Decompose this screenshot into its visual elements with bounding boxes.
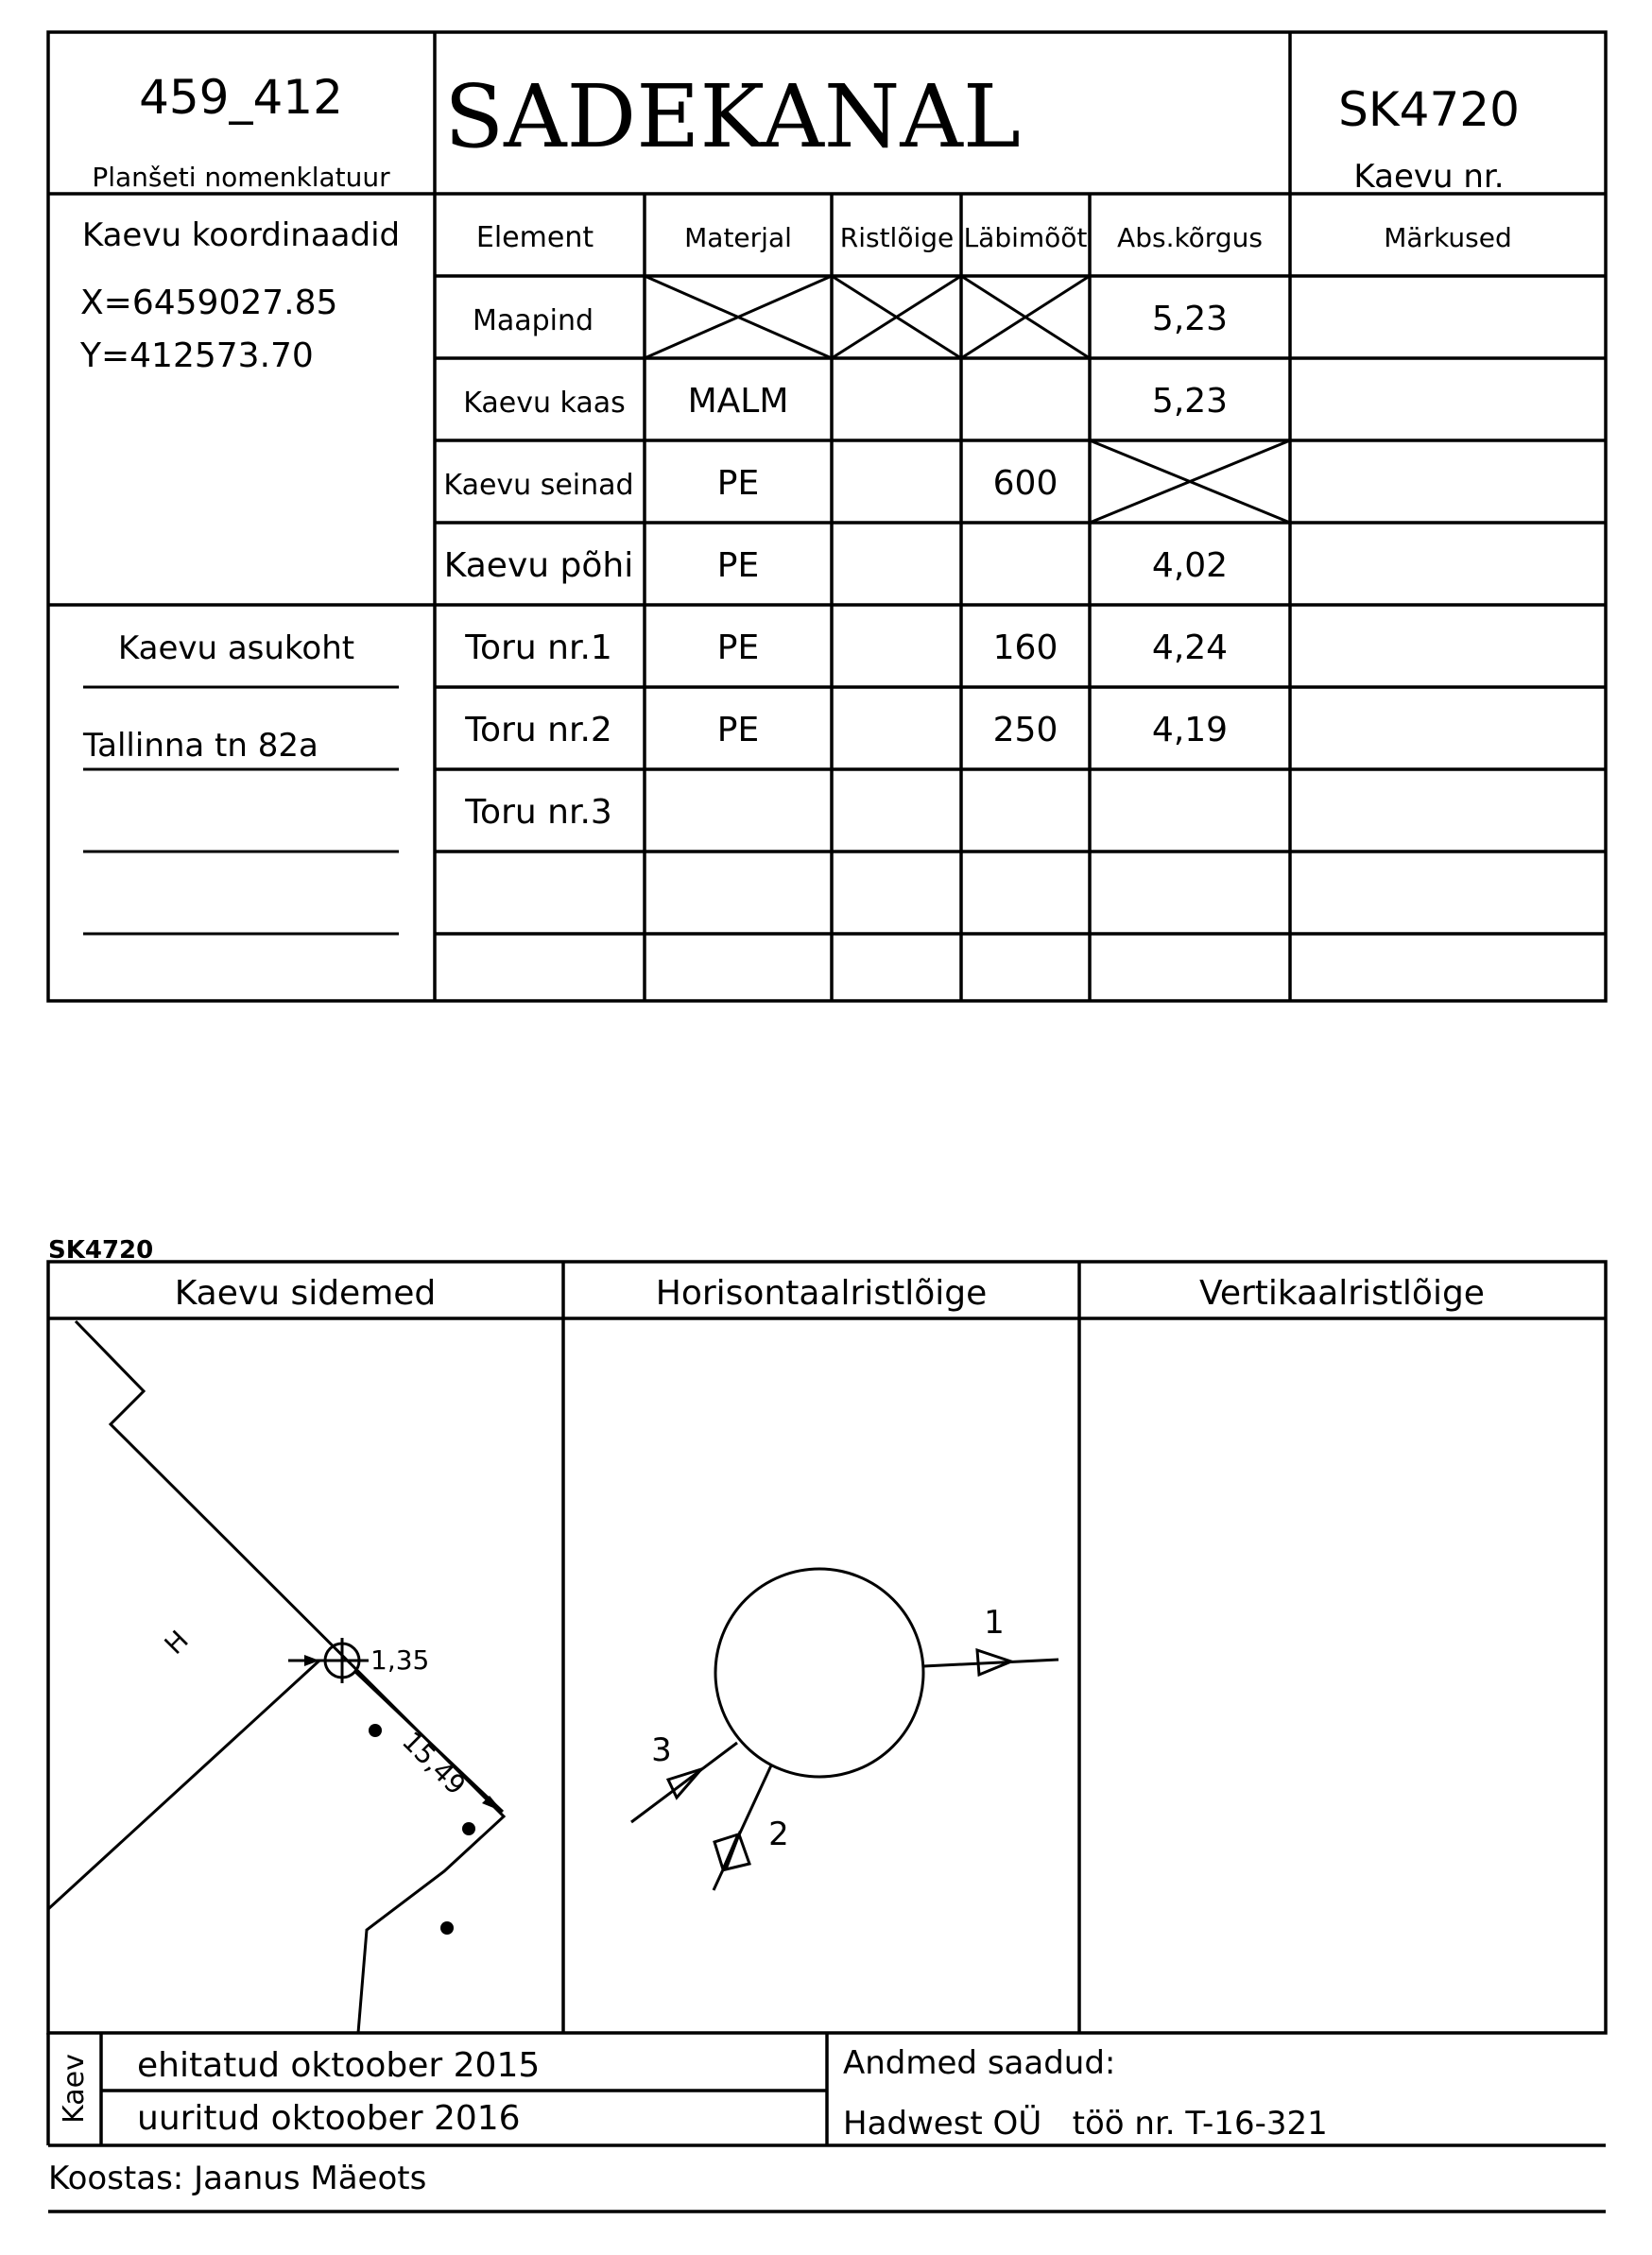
table-header bbox=[476, 221, 1512, 254]
data-source: Hadwest OÜ töö nr. T-16-321 bbox=[843, 2105, 1328, 2143]
drawing-frame bbox=[48, 1262, 1606, 2033]
row-diameter: 160 bbox=[992, 628, 1058, 667]
table-row bbox=[464, 628, 1228, 667]
coordinates-heading: Kaevu koordinaadid bbox=[81, 216, 401, 254]
footer-side-label: Kaev bbox=[58, 2054, 91, 2124]
row-height: 5,23 bbox=[1151, 382, 1229, 421]
row-element: Maapind bbox=[472, 304, 594, 337]
row-diameter: 250 bbox=[992, 711, 1058, 749]
offset-label: 1,35 bbox=[370, 1644, 430, 1676]
pipe-1-label: 1 bbox=[984, 1604, 1005, 1642]
row-material: PE bbox=[716, 464, 760, 503]
row-material: PE bbox=[716, 628, 760, 667]
row-element: Kaevu seinad bbox=[443, 469, 634, 502]
page-title: SADEKANAL bbox=[444, 66, 1021, 167]
panel-title-vertical: Vertikaalristlõige bbox=[1199, 1274, 1485, 1313]
horizontal-section bbox=[631, 1569, 1058, 1890]
table-row bbox=[464, 711, 1228, 749]
row-material: PE bbox=[716, 711, 760, 749]
sheet-number: 459_412 bbox=[139, 70, 343, 125]
pipe-2-label: 2 bbox=[768, 1816, 789, 1853]
well-number: SK4720 bbox=[1338, 82, 1520, 137]
reference-point bbox=[462, 1822, 475, 1835]
coordinate-x: X=6459027.85 bbox=[80, 284, 338, 322]
row-element: Kaevu põhi bbox=[443, 546, 634, 585]
table-row bbox=[473, 300, 1228, 338]
row-height: 4,02 bbox=[1151, 546, 1229, 585]
row-height: 4,19 bbox=[1151, 711, 1229, 749]
reference-point bbox=[440, 1921, 454, 1935]
table-row bbox=[444, 546, 1228, 585]
reference-point bbox=[369, 1724, 382, 1737]
row-height: 4,24 bbox=[1151, 628, 1229, 667]
surveyed-date: uuritud oktoober 2016 bbox=[137, 2099, 521, 2138]
row-element: Kaevu kaas bbox=[463, 387, 626, 420]
column-header: Abs.kõrgus bbox=[1117, 222, 1263, 253]
location-address: Tallinna tn 82a bbox=[83, 727, 318, 765]
site-plan bbox=[48, 1321, 504, 2033]
na-cross-material bbox=[645, 276, 832, 358]
sheet-label: Planšeti nomenklatuur bbox=[92, 162, 390, 193]
na-cross-height bbox=[1090, 440, 1290, 523]
distance-label: 15,49 bbox=[396, 1725, 473, 1801]
column-header: Materjal bbox=[684, 222, 792, 253]
na-cross-section bbox=[832, 276, 961, 358]
panel-title-links: Kaevu sidemed bbox=[174, 1274, 437, 1313]
pipe-3-label: 3 bbox=[651, 1731, 672, 1769]
building-outline bbox=[76, 1321, 504, 2033]
row-material: PE bbox=[716, 546, 760, 585]
well-section-icon bbox=[715, 1569, 923, 1777]
row-material: MALM bbox=[687, 382, 789, 421]
column-header: Läbimõõt bbox=[963, 222, 1088, 253]
row-diameter: 600 bbox=[992, 464, 1058, 503]
row-height: 5,23 bbox=[1151, 300, 1229, 338]
column-header: Element bbox=[475, 221, 594, 254]
location-heading: Kaevu asukoht bbox=[117, 629, 355, 667]
column-header: Ristlõige bbox=[839, 222, 955, 253]
panel-title-horizontal: Horisontaalristlõige bbox=[655, 1274, 988, 1313]
table-row bbox=[463, 382, 1228, 421]
built-date: ehitatud oktoober 2015 bbox=[137, 2046, 541, 2085]
table-row bbox=[464, 793, 612, 832]
well-label: Kaevu nr. bbox=[1353, 158, 1505, 196]
table-row bbox=[443, 464, 1058, 503]
pipe-3-line bbox=[631, 1743, 737, 1822]
row-element: Toru nr.1 bbox=[465, 628, 612, 667]
drawing-tag: SK4720 bbox=[48, 1236, 154, 1265]
author: Koostas: Jaanus Mäeots bbox=[48, 2160, 427, 2197]
pipe-1-line bbox=[923, 1660, 1058, 1666]
row-element: Toru nr.3 bbox=[465, 793, 612, 832]
data-source-label: Andmed saadud: bbox=[843, 2044, 1116, 2082]
column-header: Märkused bbox=[1384, 222, 1512, 253]
row-element: Toru nr.2 bbox=[465, 711, 612, 749]
building-label: H bbox=[158, 1624, 195, 1661]
coordinate-y: Y=412573.70 bbox=[80, 336, 314, 375]
na-cross-diameter bbox=[961, 276, 1090, 358]
